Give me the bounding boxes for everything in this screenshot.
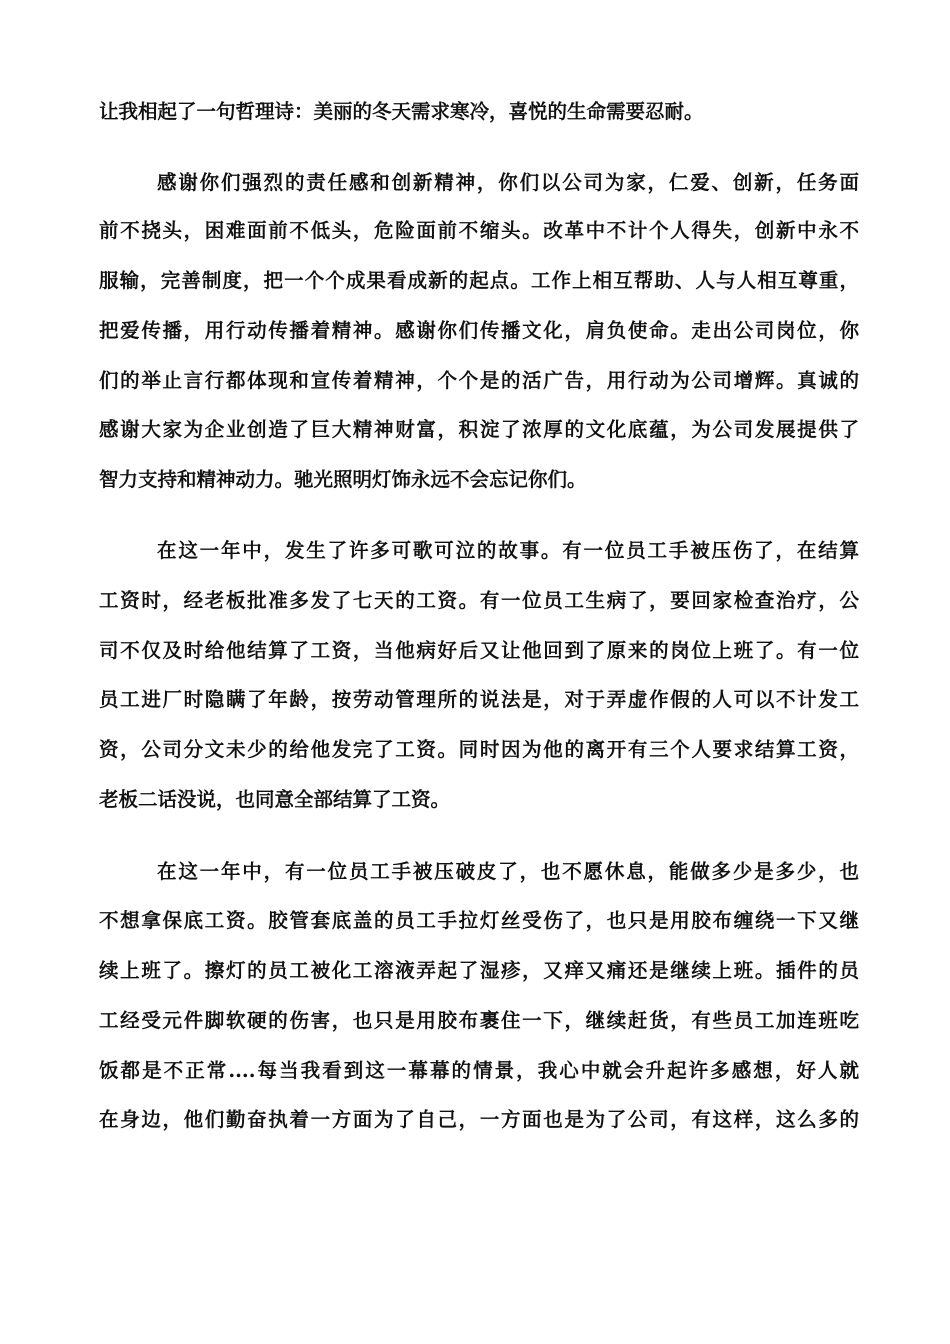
- text-line: 饭都是不正常....每当我看到这一幕幕的情景，我心中就会升起许多感想，好人就: [99, 1059, 859, 1082]
- text-line: 工经受元件脚软硬的伤害，也只是用胶布裹住一下，继续赶货，有些员工加连班吃: [99, 1009, 859, 1032]
- text-line: 在身边，他们勤奋执着一方面为了自己，一方面也是为了公司，有这样，这么多的: [99, 1108, 859, 1131]
- text-line: 续上班了。擦灯的员工被化工溶液弄起了湿疹，又痒又痛还是继续上班。插件的员: [99, 959, 859, 982]
- text-line: 员工进厂时隐瞒了年龄，按劳动管理所的说法是，对于弄虚作假的人可以不计发工: [99, 688, 859, 711]
- text-line: 老板二话没说，也同意全部结算了工资。: [99, 788, 451, 811]
- text-line: 不想拿保底工资。胶管套底盖的员工手拉灯丝受伤了，也只是用胶布缠绕一下又继: [99, 909, 859, 932]
- text-line: 工资时，经老板批准多发了七天的工资。有一位员工生病了，要回家检查治疗，公: [99, 589, 859, 612]
- text-line: 在这一年中，发生了许多可歌可泣的故事。有一位员工手被压伤了，在结算: [157, 539, 859, 562]
- text-line: 把爱传播，用行动传播着精神。感谢你们传播文化，肩负使命。走出公司岗位，你: [99, 319, 859, 342]
- text-line: 前不挠头，困难面前不低头，危险面前不缩头。改革中不计个人得失，创新中永不: [99, 219, 859, 242]
- text-line: 司不仅及时给他结算了工资，当他病好后又让他回到了原来的岗位上班了。有一位: [99, 639, 859, 662]
- text-line: 智力支持和精神动力。驰光照明灯饰永远不会忘记你们。: [99, 468, 587, 491]
- text-line: 服输，完善制度，把一个个成果看成新的起点。工作上相互帮助、人与人相互尊重，: [99, 269, 859, 292]
- text-line: 在这一年中，有一位员工手被压破皮了，也不愿休息，能做多少是多少，也: [157, 860, 859, 883]
- text-line: 感谢大家为企业创造了巨大精神财富，积淀了浓厚的文化底蕴，为公司发展提供了: [99, 418, 859, 441]
- text-line: 资，公司分文未少的给他发完了工资。同时因为他的离开有三个人要求结算工资，: [99, 738, 859, 761]
- text-line: 感谢你们强烈的责任感和创新精神，你们以公司为家，仁爱、创新，任务面: [157, 171, 859, 194]
- text-line: 们的举止言行都体现和宣传着精神，个个是的活广告，用行动为公司增辉。真诚的: [99, 369, 859, 392]
- text-line: 让我相起了一句哲理诗：美丽的冬天需求寒冷，喜悦的生命需要忍耐。: [99, 100, 704, 123]
